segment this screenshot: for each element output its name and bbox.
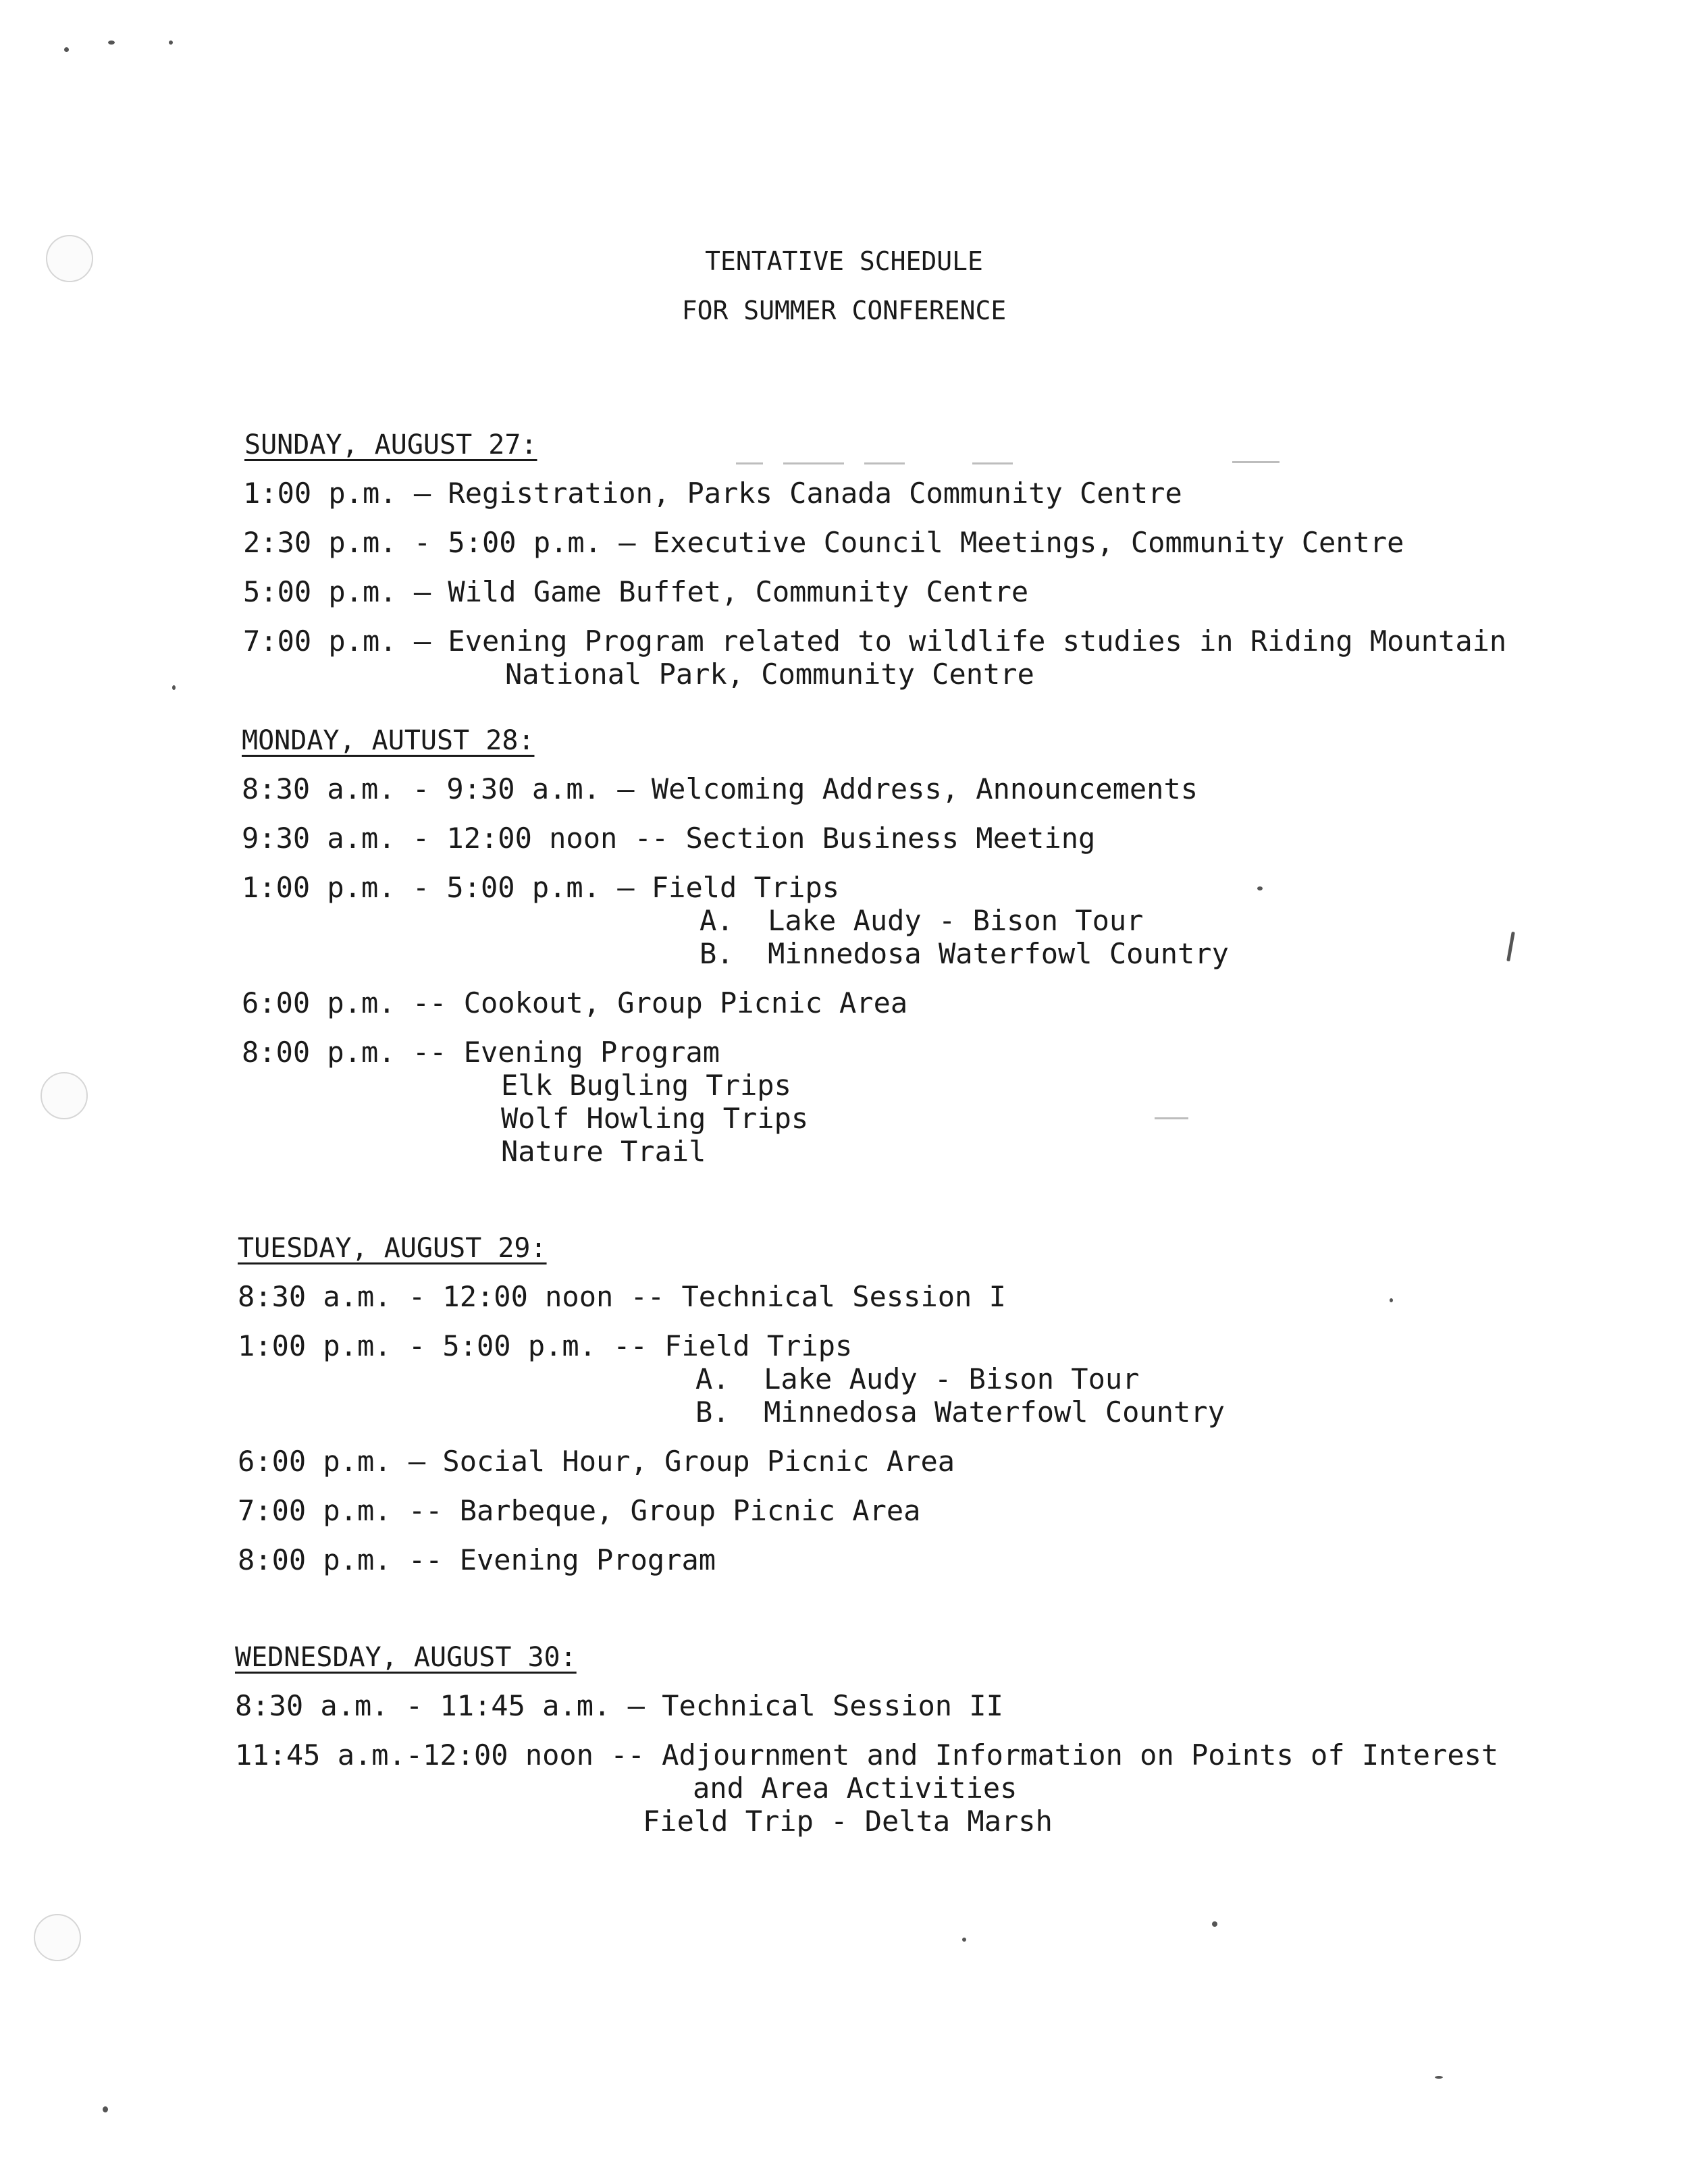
ink-speck [103, 2106, 108, 2112]
binder-hole-bottom [34, 1914, 81, 1961]
schedule-entry: 6:00 p.m. -- Cookout, Group Picnic Area [242, 986, 908, 1019]
faint-mark [864, 462, 905, 464]
schedule-entry: 8:00 p.m. -- Evening Program [238, 1543, 716, 1576]
ink-speck [1257, 886, 1263, 890]
faint-mark [736, 462, 763, 464]
ink-speck [1212, 1921, 1217, 1927]
day-heading-tuesday: TUESDAY, AUGUST 29: [238, 1233, 547, 1264]
field-trip-option: A. Lake Audy - Bison Tour [700, 904, 1144, 937]
schedule-entry: 8:30 a.m. - 12:00 noon -- Technical Session I [238, 1280, 1006, 1313]
faint-mark [1155, 1117, 1188, 1119]
schedule-entry: 8:00 p.m. -- Evening Program [242, 1036, 720, 1069]
faint-mark [1232, 461, 1280, 463]
ink-speck [1390, 1298, 1393, 1302]
schedule-entry: 5:00 p.m. — Wild Game Buffet, Community Centre [243, 575, 1029, 608]
ink-speck [108, 41, 115, 45]
schedule-entry-continuation: National Park, Community Centre [505, 658, 1034, 691]
evening-program-item: Elk Bugling Trips [501, 1069, 791, 1102]
schedule-entry: 1:00 p.m. — Registration, Parks Canada Community Centre [243, 477, 1182, 510]
ink-speck [64, 47, 69, 52]
ink-speck [172, 685, 176, 690]
schedule-entry-continuation: and Area Activities [693, 1772, 1018, 1805]
schedule-entry: 7:00 p.m. — Evening Program related to wildlife studies in Riding Mountain [243, 624, 1507, 658]
schedule-entry: 8:30 a.m. - 11:45 a.m. — Technical Session II [235, 1689, 1003, 1722]
faint-mark [972, 462, 1013, 464]
ink-mark [1506, 932, 1515, 961]
day-heading-monday: MONDAY, AUTUST 28: [242, 725, 535, 756]
evening-program-item: Wolf Howling Trips [501, 1102, 809, 1135]
document-title: TENTATIVE SCHEDULE [705, 246, 983, 276]
ink-speck [1435, 2076, 1443, 2079]
day-heading-sunday: SUNDAY, AUGUST 27: [244, 429, 537, 460]
ink-speck [169, 41, 173, 45]
schedule-entry: 11:45 a.m.-12:00 noon -- Adjournment and Information on Points of Interest [235, 1738, 1499, 1772]
schedule-entry: 8:30 a.m. - 9:30 a.m. — Welcoming Address, Announcements [242, 772, 1198, 805]
schedule-entry: 2:30 p.m. - 5:00 p.m. — Executive Council Meetings, Community Centre [243, 526, 1404, 559]
schedule-entry: 1:00 p.m. - 5:00 p.m. — Field Trips [242, 871, 840, 904]
field-trip-option: B. Minnedosa Waterfowl Country [700, 937, 1229, 970]
ink-speck [962, 1938, 966, 1942]
field-trip-option: B. Minnedosa Waterfowl Country [695, 1395, 1225, 1429]
schedule-entry-continuation: Field Trip - Delta Marsh [643, 1805, 1053, 1838]
binder-hole-middle [41, 1072, 88, 1119]
field-trip-option: A. Lake Audy - Bison Tour [695, 1362, 1140, 1395]
day-heading-wednesday: WEDNESDAY, AUGUST 30: [235, 1642, 577, 1673]
evening-program-item: Nature Trail [501, 1135, 706, 1168]
schedule-entry: 7:00 p.m. -- Barbeque, Group Picnic Area [238, 1494, 921, 1527]
schedule-entry: 9:30 a.m. - 12:00 noon -- Section Business Meeting [242, 822, 1096, 855]
schedule-entry: 1:00 p.m. - 5:00 p.m. -- Field Trips [238, 1329, 853, 1362]
faint-mark [783, 462, 844, 464]
schedule-entry: 6:00 p.m. — Social Hour, Group Picnic Area [238, 1445, 955, 1478]
document-subtitle: FOR SUMMER CONFERENCE [681, 296, 1007, 325]
